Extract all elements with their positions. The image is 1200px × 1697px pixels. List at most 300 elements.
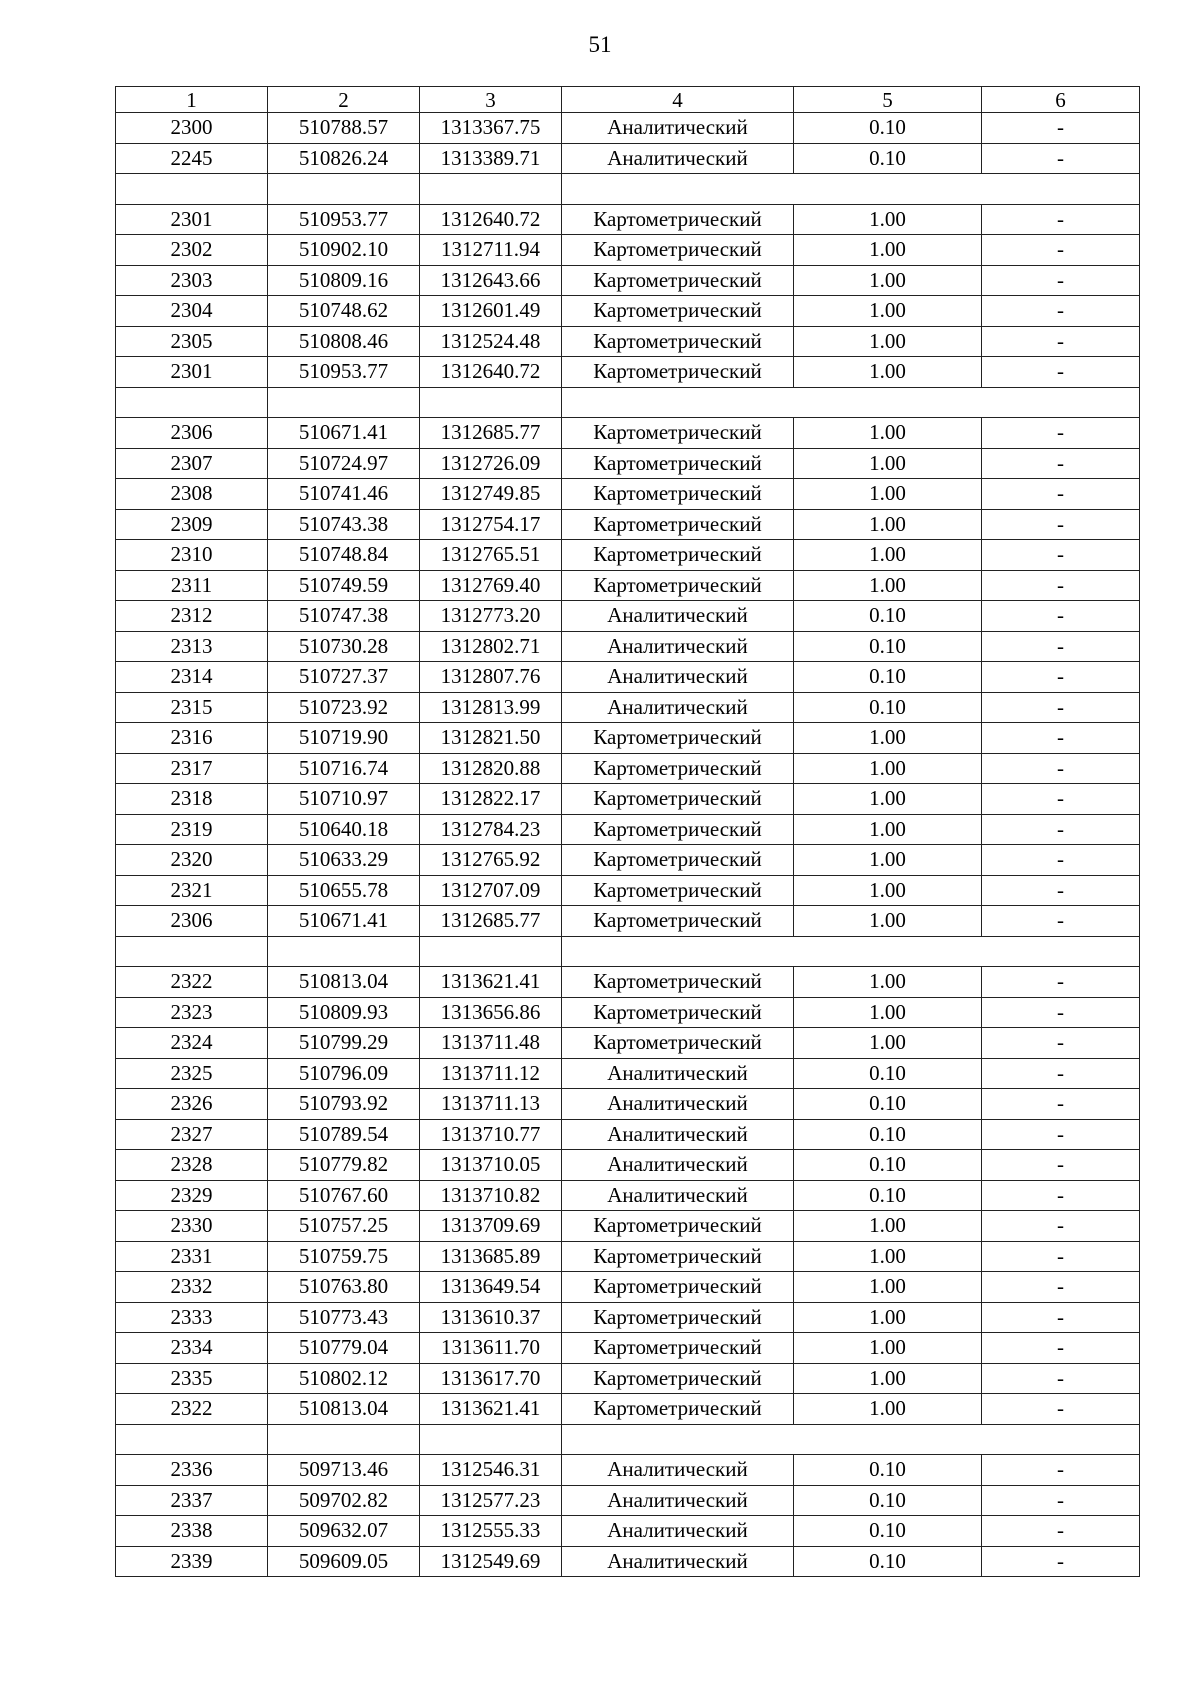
accuracy-cell: 1.00: [794, 967, 982, 998]
note-cell: -: [982, 723, 1140, 754]
point-number-cell: 2309: [116, 509, 268, 540]
coordinates-table: [115, 86, 1140, 1577]
x-coordinate-cell: 510743.38: [268, 509, 420, 540]
accuracy-cell: 0.10: [794, 692, 982, 723]
table-row: [116, 1516, 1140, 1547]
method-cell: Картометрический: [562, 906, 794, 937]
y-coordinate-cell: 1312555.33: [420, 1516, 562, 1547]
accuracy-cell: 1.00: [794, 448, 982, 479]
y-coordinate-cell: 1312769.40: [420, 570, 562, 601]
note-cell: -: [982, 967, 1140, 998]
point-number-cell: 2326: [116, 1089, 268, 1120]
method-cell: Картометрический: [562, 1394, 794, 1425]
accuracy-cell: 1.00: [794, 570, 982, 601]
x-coordinate-cell: 510640.18: [268, 814, 420, 845]
x-coordinate-cell: 510779.04: [268, 1333, 420, 1364]
accuracy-cell: 1.00: [794, 540, 982, 571]
table-row: [116, 692, 1140, 723]
note-cell: -: [982, 509, 1140, 540]
method-cell: Картометрический: [562, 1028, 794, 1059]
note-cell: -: [982, 662, 1140, 693]
accuracy-cell: 0.10: [794, 1546, 982, 1577]
point-number-cell: 2319: [116, 814, 268, 845]
table-row: [116, 997, 1140, 1028]
table-row: [116, 1363, 1140, 1394]
point-number-cell: 2306: [116, 906, 268, 937]
method-cell: Картометрический: [562, 1302, 794, 1333]
table-row: [116, 1394, 1140, 1425]
x-coordinate-cell: 510655.78: [268, 875, 420, 906]
method-cell: Картометрический: [562, 235, 794, 266]
column-header-2: 2: [268, 87, 420, 113]
point-number-cell: 2315: [116, 692, 268, 723]
page-number: 51: [588, 32, 612, 57]
y-coordinate-cell: 1313711.12: [420, 1058, 562, 1089]
column-header-6: 6: [982, 87, 1140, 113]
table-row: [116, 1241, 1140, 1272]
table-row: [116, 509, 1140, 540]
y-coordinate-cell: 1312601.49: [420, 296, 562, 327]
method-cell: Аналитический: [562, 1089, 794, 1120]
method-cell: Картометрический: [562, 326, 794, 357]
y-coordinate-cell: 1313389.71: [420, 143, 562, 174]
method-cell: Аналитический: [562, 662, 794, 693]
y-coordinate-cell: 1312807.76: [420, 662, 562, 693]
accuracy-cell: 1.00: [794, 1211, 982, 1242]
point-number-cell: 2306: [116, 418, 268, 449]
accuracy-cell: 1.00: [794, 509, 982, 540]
method-cell: Картометрический: [562, 418, 794, 449]
separator-row: [116, 1424, 1140, 1455]
y-coordinate-cell: 1313710.05: [420, 1150, 562, 1181]
y-coordinate-cell: 1312821.50: [420, 723, 562, 754]
point-number-cell: 2338: [116, 1516, 268, 1547]
note-cell: -: [982, 479, 1140, 510]
y-coordinate-cell: 1312707.09: [420, 875, 562, 906]
y-coordinate-cell: 1312640.72: [420, 357, 562, 388]
x-coordinate-cell: 510767.60: [268, 1180, 420, 1211]
table-row: [116, 1302, 1140, 1333]
empty-cell: [268, 1424, 420, 1455]
x-coordinate-cell: 510757.25: [268, 1211, 420, 1242]
table-row: [116, 357, 1140, 388]
note-cell: -: [982, 418, 1140, 449]
table-row: [116, 326, 1140, 357]
note-cell: -: [982, 357, 1140, 388]
note-cell: -: [982, 1180, 1140, 1211]
y-coordinate-cell: 1312765.51: [420, 540, 562, 571]
x-coordinate-cell: 510671.41: [268, 906, 420, 937]
method-cell: Картометрический: [562, 570, 794, 601]
method-cell: Картометрический: [562, 357, 794, 388]
note-cell: -: [982, 631, 1140, 662]
method-cell: Картометрический: [562, 448, 794, 479]
y-coordinate-cell: 1312711.94: [420, 235, 562, 266]
x-coordinate-cell: 510724.97: [268, 448, 420, 479]
method-cell: Картометрический: [562, 1363, 794, 1394]
method-cell: Аналитический: [562, 113, 794, 144]
accuracy-cell: 0.10: [794, 1089, 982, 1120]
table-row: [116, 143, 1140, 174]
table-row: [116, 479, 1140, 510]
method-cell: Картометрический: [562, 753, 794, 784]
table-row: [116, 1546, 1140, 1577]
point-number-cell: 2330: [116, 1211, 268, 1242]
y-coordinate-cell: 1312577.23: [420, 1485, 562, 1516]
point-number-cell: 2335: [116, 1363, 268, 1394]
x-coordinate-cell: 510793.92: [268, 1089, 420, 1120]
accuracy-cell: 1.00: [794, 1394, 982, 1425]
x-coordinate-cell: 510719.90: [268, 723, 420, 754]
point-number-cell: 2321: [116, 875, 268, 906]
method-cell: Аналитический: [562, 1180, 794, 1211]
y-coordinate-cell: 1313611.70: [420, 1333, 562, 1364]
note-cell: -: [982, 875, 1140, 906]
point-number-cell: 2337: [116, 1485, 268, 1516]
point-number-cell: 2302: [116, 235, 268, 266]
table-row: [116, 1333, 1140, 1364]
accuracy-cell: 1.00: [794, 1333, 982, 1364]
table-body: [116, 113, 1140, 1577]
x-coordinate-cell: 509632.07: [268, 1516, 420, 1547]
note-cell: -: [982, 1211, 1140, 1242]
table-row: [116, 662, 1140, 693]
y-coordinate-cell: 1313617.70: [420, 1363, 562, 1394]
note-cell: -: [982, 1333, 1140, 1364]
x-coordinate-cell: 510789.54: [268, 1119, 420, 1150]
y-coordinate-cell: 1313367.75: [420, 113, 562, 144]
table-row: [116, 1150, 1140, 1181]
method-cell: Аналитический: [562, 1516, 794, 1547]
note-cell: -: [982, 1150, 1140, 1181]
note-cell: -: [982, 143, 1140, 174]
x-coordinate-cell: 510809.93: [268, 997, 420, 1028]
y-coordinate-cell: 1312784.23: [420, 814, 562, 845]
y-coordinate-cell: 1313649.54: [420, 1272, 562, 1303]
empty-cell: [116, 936, 268, 967]
note-cell: -: [982, 1089, 1140, 1120]
accuracy-cell: 1.00: [794, 1241, 982, 1272]
accuracy-cell: 1.00: [794, 997, 982, 1028]
x-coordinate-cell: 510749.59: [268, 570, 420, 601]
note-cell: -: [982, 1028, 1140, 1059]
column-header-3: 3: [420, 87, 562, 113]
point-number-cell: 2336: [116, 1455, 268, 1486]
note-cell: -: [982, 692, 1140, 723]
empty-cell: [420, 174, 562, 205]
accuracy-cell: 1.00: [794, 814, 982, 845]
accuracy-cell: 1.00: [794, 1302, 982, 1333]
point-number-cell: 2328: [116, 1150, 268, 1181]
empty-cell: [268, 936, 420, 967]
y-coordinate-cell: 1312773.20: [420, 601, 562, 632]
method-cell: Картометрический: [562, 845, 794, 876]
column-header-1: 1: [116, 87, 268, 113]
table-row: [116, 1089, 1140, 1120]
accuracy-cell: 1.00: [794, 875, 982, 906]
y-coordinate-cell: 1312643.66: [420, 265, 562, 296]
point-number-cell: 2322: [116, 1394, 268, 1425]
table-row: [116, 1211, 1140, 1242]
y-coordinate-cell: 1312549.69: [420, 1546, 562, 1577]
x-coordinate-cell: 510808.46: [268, 326, 420, 357]
point-number-cell: 2303: [116, 265, 268, 296]
point-number-cell: 2301: [116, 204, 268, 235]
note-cell: -: [982, 540, 1140, 571]
y-coordinate-cell: 1313621.41: [420, 967, 562, 998]
column-header-5: 5: [794, 87, 982, 113]
accuracy-cell: 0.10: [794, 631, 982, 662]
point-number-cell: 2307: [116, 448, 268, 479]
accuracy-cell: 0.10: [794, 1119, 982, 1150]
accuracy-cell: 1.00: [794, 723, 982, 754]
x-coordinate-cell: 510813.04: [268, 1394, 420, 1425]
x-coordinate-cell: 510633.29: [268, 845, 420, 876]
accuracy-cell: 1.00: [794, 1272, 982, 1303]
table-row: [116, 601, 1140, 632]
method-cell: Картометрический: [562, 1241, 794, 1272]
point-number-cell: 2308: [116, 479, 268, 510]
accuracy-cell: 1.00: [794, 357, 982, 388]
accuracy-cell: 1.00: [794, 906, 982, 937]
note-cell: -: [982, 265, 1140, 296]
y-coordinate-cell: 1312802.71: [420, 631, 562, 662]
note-cell: -: [982, 753, 1140, 784]
column-header-4: 4: [562, 87, 794, 113]
y-coordinate-cell: 1312685.77: [420, 418, 562, 449]
note-cell: -: [982, 570, 1140, 601]
empty-cell: [268, 174, 420, 205]
point-number-cell: 2339: [116, 1546, 268, 1577]
x-coordinate-cell: 510788.57: [268, 113, 420, 144]
point-number-cell: 2323: [116, 997, 268, 1028]
accuracy-cell: 0.10: [794, 1058, 982, 1089]
empty-cell: [116, 387, 268, 418]
y-coordinate-cell: 1313685.89: [420, 1241, 562, 1272]
note-cell: -: [982, 1272, 1140, 1303]
y-coordinate-cell: 1313709.69: [420, 1211, 562, 1242]
note-cell: -: [982, 113, 1140, 144]
method-cell: Аналитический: [562, 1150, 794, 1181]
x-coordinate-cell: 509702.82: [268, 1485, 420, 1516]
note-cell: -: [982, 1058, 1140, 1089]
empty-cell: [562, 174, 1140, 205]
y-coordinate-cell: 1312546.31: [420, 1455, 562, 1486]
accuracy-cell: 1.00: [794, 753, 982, 784]
x-coordinate-cell: 510773.43: [268, 1302, 420, 1333]
empty-cell: [116, 1424, 268, 1455]
y-coordinate-cell: 1312749.85: [420, 479, 562, 510]
x-coordinate-cell: 510723.92: [268, 692, 420, 723]
table-row: [116, 1028, 1140, 1059]
method-cell: Аналитический: [562, 692, 794, 723]
accuracy-cell: 1.00: [794, 235, 982, 266]
point-number-cell: 2310: [116, 540, 268, 571]
table-row: [116, 1119, 1140, 1150]
x-coordinate-cell: 510813.04: [268, 967, 420, 998]
table-row: [116, 235, 1140, 266]
separator-row: [116, 387, 1140, 418]
point-number-cell: 2245: [116, 143, 268, 174]
empty-cell: [562, 936, 1140, 967]
table-row: [116, 784, 1140, 815]
separator-row: [116, 936, 1140, 967]
x-coordinate-cell: 510747.38: [268, 601, 420, 632]
accuracy-cell: 0.10: [794, 1180, 982, 1211]
point-number-cell: 2320: [116, 845, 268, 876]
y-coordinate-cell: 1312640.72: [420, 204, 562, 235]
y-coordinate-cell: 1313711.48: [420, 1028, 562, 1059]
point-number-cell: 2327: [116, 1119, 268, 1150]
note-cell: -: [982, 1241, 1140, 1272]
table-row: [116, 906, 1140, 937]
accuracy-cell: 1.00: [794, 784, 982, 815]
accuracy-cell: 0.10: [794, 1150, 982, 1181]
point-number-cell: 2305: [116, 326, 268, 357]
point-number-cell: 2314: [116, 662, 268, 693]
separator-row: [116, 174, 1140, 205]
x-coordinate-cell: 510748.84: [268, 540, 420, 571]
accuracy-cell: 1.00: [794, 204, 982, 235]
method-cell: Картометрический: [562, 997, 794, 1028]
x-coordinate-cell: 509713.46: [268, 1455, 420, 1486]
note-cell: -: [982, 906, 1140, 937]
note-cell: -: [982, 1516, 1140, 1547]
point-number-cell: 2313: [116, 631, 268, 662]
note-cell: -: [982, 1119, 1140, 1150]
point-number-cell: 2300: [116, 113, 268, 144]
y-coordinate-cell: 1313656.86: [420, 997, 562, 1028]
table-row: [116, 723, 1140, 754]
method-cell: Аналитический: [562, 143, 794, 174]
note-cell: -: [982, 845, 1140, 876]
accuracy-cell: 0.10: [794, 1455, 982, 1486]
point-number-cell: 2318: [116, 784, 268, 815]
note-cell: -: [982, 1485, 1140, 1516]
point-number-cell: 2331: [116, 1241, 268, 1272]
note-cell: -: [982, 235, 1140, 266]
accuracy-cell: 0.10: [794, 113, 982, 144]
method-cell: Картометрический: [562, 723, 794, 754]
note-cell: -: [982, 1455, 1140, 1486]
y-coordinate-cell: 1313621.41: [420, 1394, 562, 1425]
x-coordinate-cell: 510671.41: [268, 418, 420, 449]
table-row: [116, 1272, 1140, 1303]
x-coordinate-cell: 510902.10: [268, 235, 420, 266]
empty-cell: [420, 1424, 562, 1455]
accuracy-cell: 1.00: [794, 326, 982, 357]
method-cell: Картометрический: [562, 814, 794, 845]
method-cell: Аналитический: [562, 631, 794, 662]
y-coordinate-cell: 1312754.17: [420, 509, 562, 540]
x-coordinate-cell: 510779.82: [268, 1150, 420, 1181]
accuracy-cell: 1.00: [794, 845, 982, 876]
method-cell: Аналитический: [562, 1455, 794, 1486]
point-number-cell: 2311: [116, 570, 268, 601]
y-coordinate-cell: 1313610.37: [420, 1302, 562, 1333]
y-coordinate-cell: 1312726.09: [420, 448, 562, 479]
method-cell: Картометрический: [562, 1333, 794, 1364]
note-cell: -: [982, 1546, 1140, 1577]
point-number-cell: 2322: [116, 967, 268, 998]
accuracy-cell: 0.10: [794, 1485, 982, 1516]
accuracy-cell: 1.00: [794, 1363, 982, 1394]
empty-cell: [420, 387, 562, 418]
x-coordinate-cell: 510796.09: [268, 1058, 420, 1089]
method-cell: Аналитический: [562, 601, 794, 632]
method-cell: Картометрический: [562, 1211, 794, 1242]
y-coordinate-cell: 1313711.13: [420, 1089, 562, 1120]
table-row: [116, 1180, 1140, 1211]
point-number-cell: 2324: [116, 1028, 268, 1059]
x-coordinate-cell: 510802.12: [268, 1363, 420, 1394]
note-cell: -: [982, 204, 1140, 235]
note-cell: -: [982, 1394, 1140, 1425]
accuracy-cell: 0.10: [794, 662, 982, 693]
table-row: [116, 814, 1140, 845]
x-coordinate-cell: 510748.62: [268, 296, 420, 327]
empty-cell: [268, 387, 420, 418]
point-number-cell: 2316: [116, 723, 268, 754]
table-row: [116, 967, 1140, 998]
y-coordinate-cell: 1312820.88: [420, 753, 562, 784]
table-row: [116, 296, 1140, 327]
x-coordinate-cell: 510759.75: [268, 1241, 420, 1272]
table-row: [116, 265, 1140, 296]
accuracy-cell: 1.00: [794, 296, 982, 327]
accuracy-cell: 1.00: [794, 479, 982, 510]
method-cell: Аналитический: [562, 1058, 794, 1089]
x-coordinate-cell: 510763.80: [268, 1272, 420, 1303]
y-coordinate-cell: 1313710.82: [420, 1180, 562, 1211]
x-coordinate-cell: 510727.37: [268, 662, 420, 693]
table-row: [116, 113, 1140, 144]
method-cell: Картометрический: [562, 265, 794, 296]
note-cell: -: [982, 1302, 1140, 1333]
y-coordinate-cell: 1312524.48: [420, 326, 562, 357]
table-row: [116, 1485, 1140, 1516]
x-coordinate-cell: 510953.77: [268, 204, 420, 235]
note-cell: -: [982, 814, 1140, 845]
y-coordinate-cell: 1312685.77: [420, 906, 562, 937]
point-number-cell: 2333: [116, 1302, 268, 1333]
method-cell: Картометрический: [562, 204, 794, 235]
x-coordinate-cell: 510953.77: [268, 357, 420, 388]
method-cell: Картометрический: [562, 479, 794, 510]
empty-cell: [116, 174, 268, 205]
table-row: [116, 631, 1140, 662]
point-number-cell: 2301: [116, 357, 268, 388]
method-cell: Аналитический: [562, 1119, 794, 1150]
note-cell: -: [982, 326, 1140, 357]
note-cell: -: [982, 784, 1140, 815]
empty-cell: [562, 1424, 1140, 1455]
table-row: [116, 418, 1140, 449]
x-coordinate-cell: 510809.16: [268, 265, 420, 296]
point-number-cell: 2334: [116, 1333, 268, 1364]
x-coordinate-cell: 510716.74: [268, 753, 420, 784]
x-coordinate-cell: 510826.24: [268, 143, 420, 174]
point-number-cell: 2325: [116, 1058, 268, 1089]
table-row: [116, 570, 1140, 601]
accuracy-cell: 0.10: [794, 1516, 982, 1547]
y-coordinate-cell: 1313710.77: [420, 1119, 562, 1150]
method-cell: Картометрический: [562, 509, 794, 540]
empty-cell: [420, 936, 562, 967]
method-cell: Аналитический: [562, 1546, 794, 1577]
note-cell: -: [982, 997, 1140, 1028]
point-number-cell: 2304: [116, 296, 268, 327]
